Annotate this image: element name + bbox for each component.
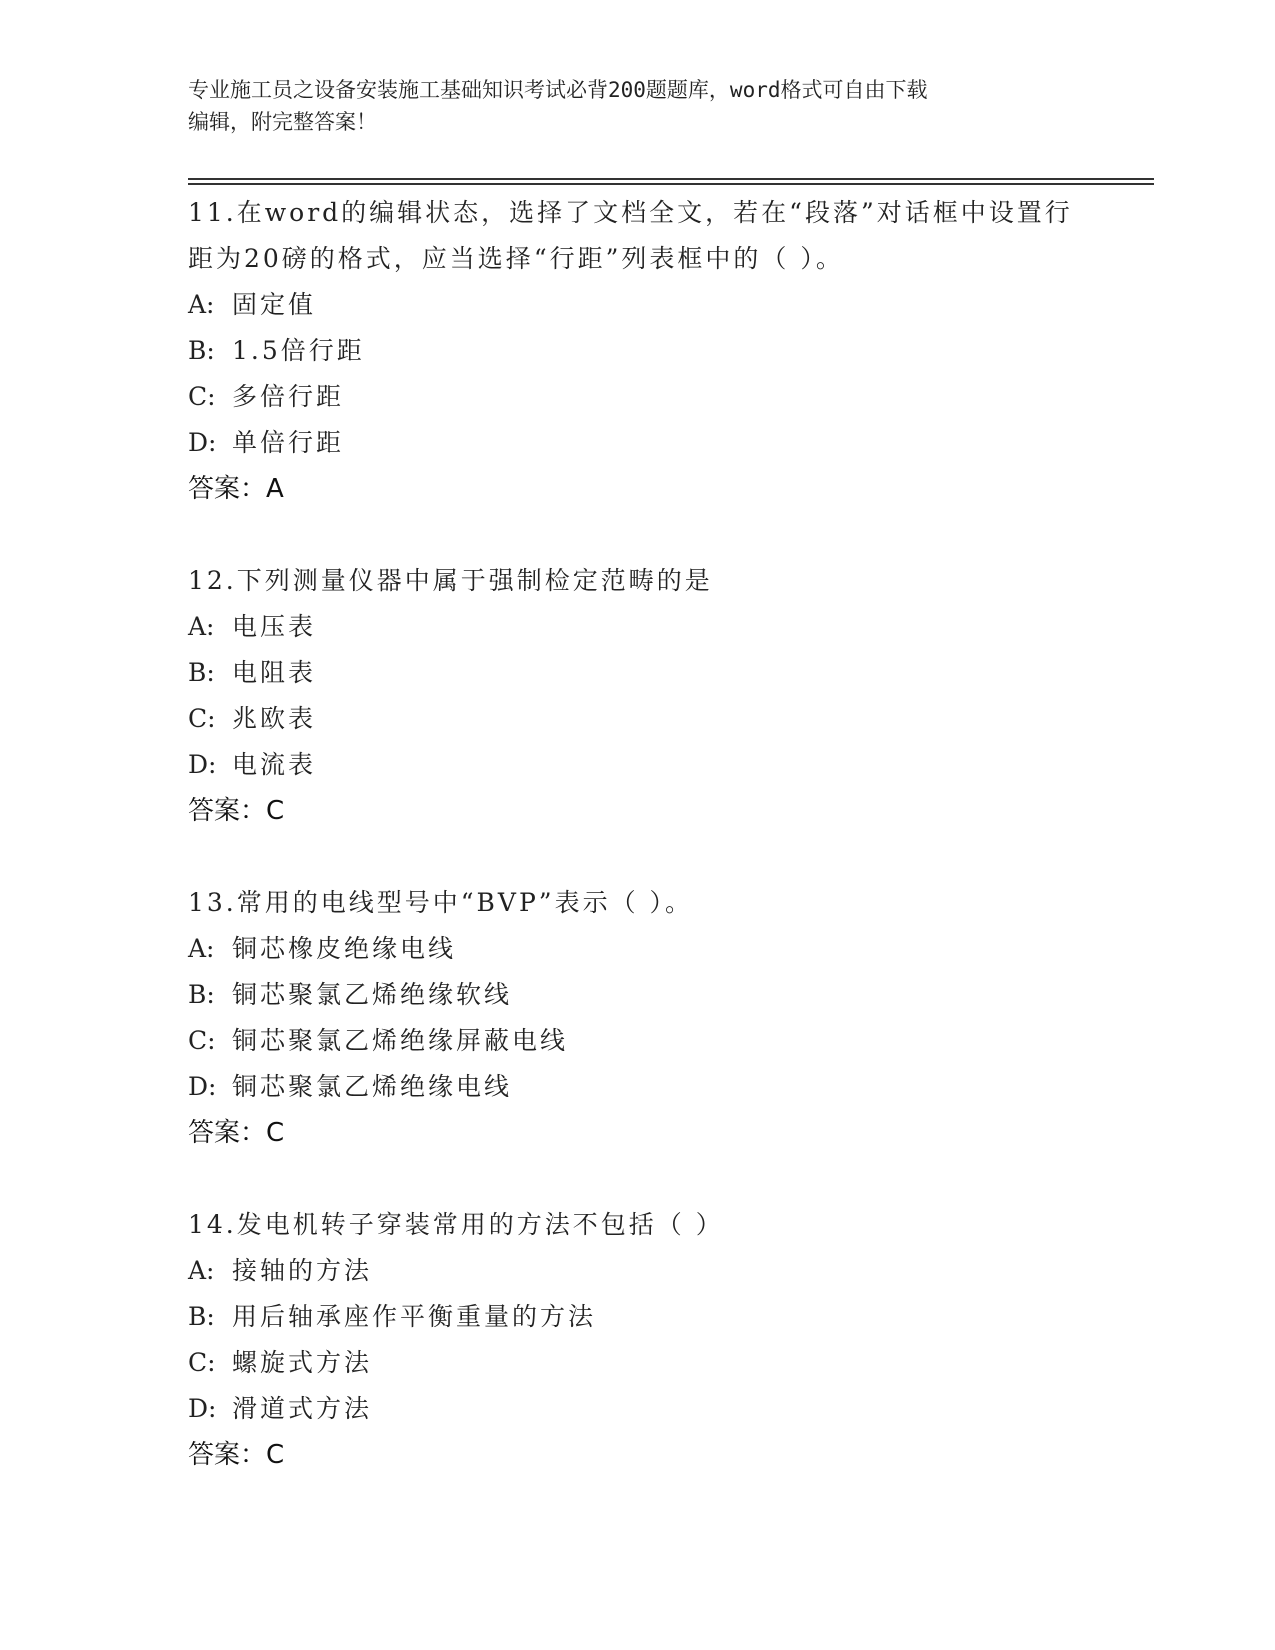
document-header <box>188 74 1088 138</box>
option-letter: C: <box>188 1348 216 1377</box>
option-text: 接轴的方法 <box>232 1256 373 1285</box>
question-stem: 11.在word的编辑状态，选择了文档全文，若在“段落”对话框中设置行距为20磅的格式，应当选择“行距”列表框中的（ ）。 <box>188 198 1073 273</box>
option-letter: D: <box>188 1072 217 1101</box>
option-text: 单倍行距 <box>232 428 345 457</box>
option-b <box>188 650 1088 696</box>
option-letter: B: <box>188 336 215 365</box>
option-letter: C: <box>188 382 216 411</box>
option-d <box>188 420 1088 466</box>
option-text: 铜芯聚氯乙烯绝缘屏蔽电线 <box>232 1026 569 1055</box>
question-item <box>188 556 1088 834</box>
option-text: 用后轴承座作平衡重量的方法 <box>232 1302 597 1331</box>
option-text: 多倍行距 <box>232 382 345 411</box>
header-title-line-1: 专业施工员之设备安装施工基础知识考试必背200题题库，word格式可自由下载 <box>188 78 928 102</box>
answer-line: 答案：C <box>188 796 285 826</box>
option-c <box>188 696 1088 742</box>
option-d <box>188 1386 1088 1432</box>
option-text: 滑道式方法 <box>232 1394 373 1423</box>
option-b <box>188 1294 1088 1340</box>
option-c <box>188 1018 1088 1064</box>
question-item <box>188 188 1088 512</box>
header-title-line-2: 编辑，附完整答案！ <box>188 110 377 134</box>
option-c <box>188 1340 1088 1386</box>
option-letter: A: <box>188 934 215 963</box>
option-text: 铜芯聚氯乙烯绝缘软线 <box>232 980 513 1009</box>
option-letter: B: <box>188 658 215 687</box>
question-item <box>188 878 1088 1156</box>
question-list <box>188 188 1088 1522</box>
option-letter: A: <box>188 612 215 641</box>
option-c <box>188 374 1088 420</box>
option-text: 螺旋式方法 <box>232 1348 373 1377</box>
option-a <box>188 1248 1088 1294</box>
answer-line: 答案：C <box>188 1440 285 1470</box>
option-letter: A: <box>188 290 215 319</box>
header-divider-bottom <box>188 183 1154 185</box>
option-letter: A: <box>188 1256 215 1285</box>
option-a <box>188 282 1088 328</box>
option-text: 固定值 <box>232 290 317 319</box>
option-letter: D: <box>188 1394 217 1423</box>
option-text: 电流表 <box>232 750 317 779</box>
answer-line: 答案：C <box>188 1118 285 1148</box>
option-letter: C: <box>188 704 216 733</box>
option-b <box>188 972 1088 1018</box>
option-text: 电压表 <box>232 612 317 641</box>
question-item <box>188 1200 1088 1478</box>
header-divider-top <box>188 178 1154 180</box>
option-d <box>188 1064 1088 1110</box>
option-text: 1.5倍行距 <box>232 336 365 365</box>
option-a <box>188 604 1088 650</box>
option-letter: D: <box>188 428 217 457</box>
option-text: 铜芯橡皮绝缘电线 <box>232 934 457 963</box>
option-letter: B: <box>188 1302 215 1331</box>
question-stem: 13.常用的电线型号中“BVP”表示（ ）。 <box>188 888 694 917</box>
option-letter: B: <box>188 980 215 1009</box>
answer-line: 答案：A <box>188 474 284 504</box>
option-text: 电阻表 <box>232 658 317 687</box>
option-b <box>188 328 1088 374</box>
option-letter: D: <box>188 750 217 779</box>
option-text: 铜芯聚氯乙烯绝缘电线 <box>232 1072 513 1101</box>
option-text: 兆欧表 <box>232 704 317 733</box>
question-stem: 12.下列测量仪器中属于强制检定范畴的是 <box>188 566 713 595</box>
option-letter: C: <box>188 1026 216 1055</box>
option-a <box>188 926 1088 972</box>
option-d <box>188 742 1088 788</box>
question-stem: 14.发电机转子穿装常用的方法不包括（ ） <box>188 1210 724 1239</box>
